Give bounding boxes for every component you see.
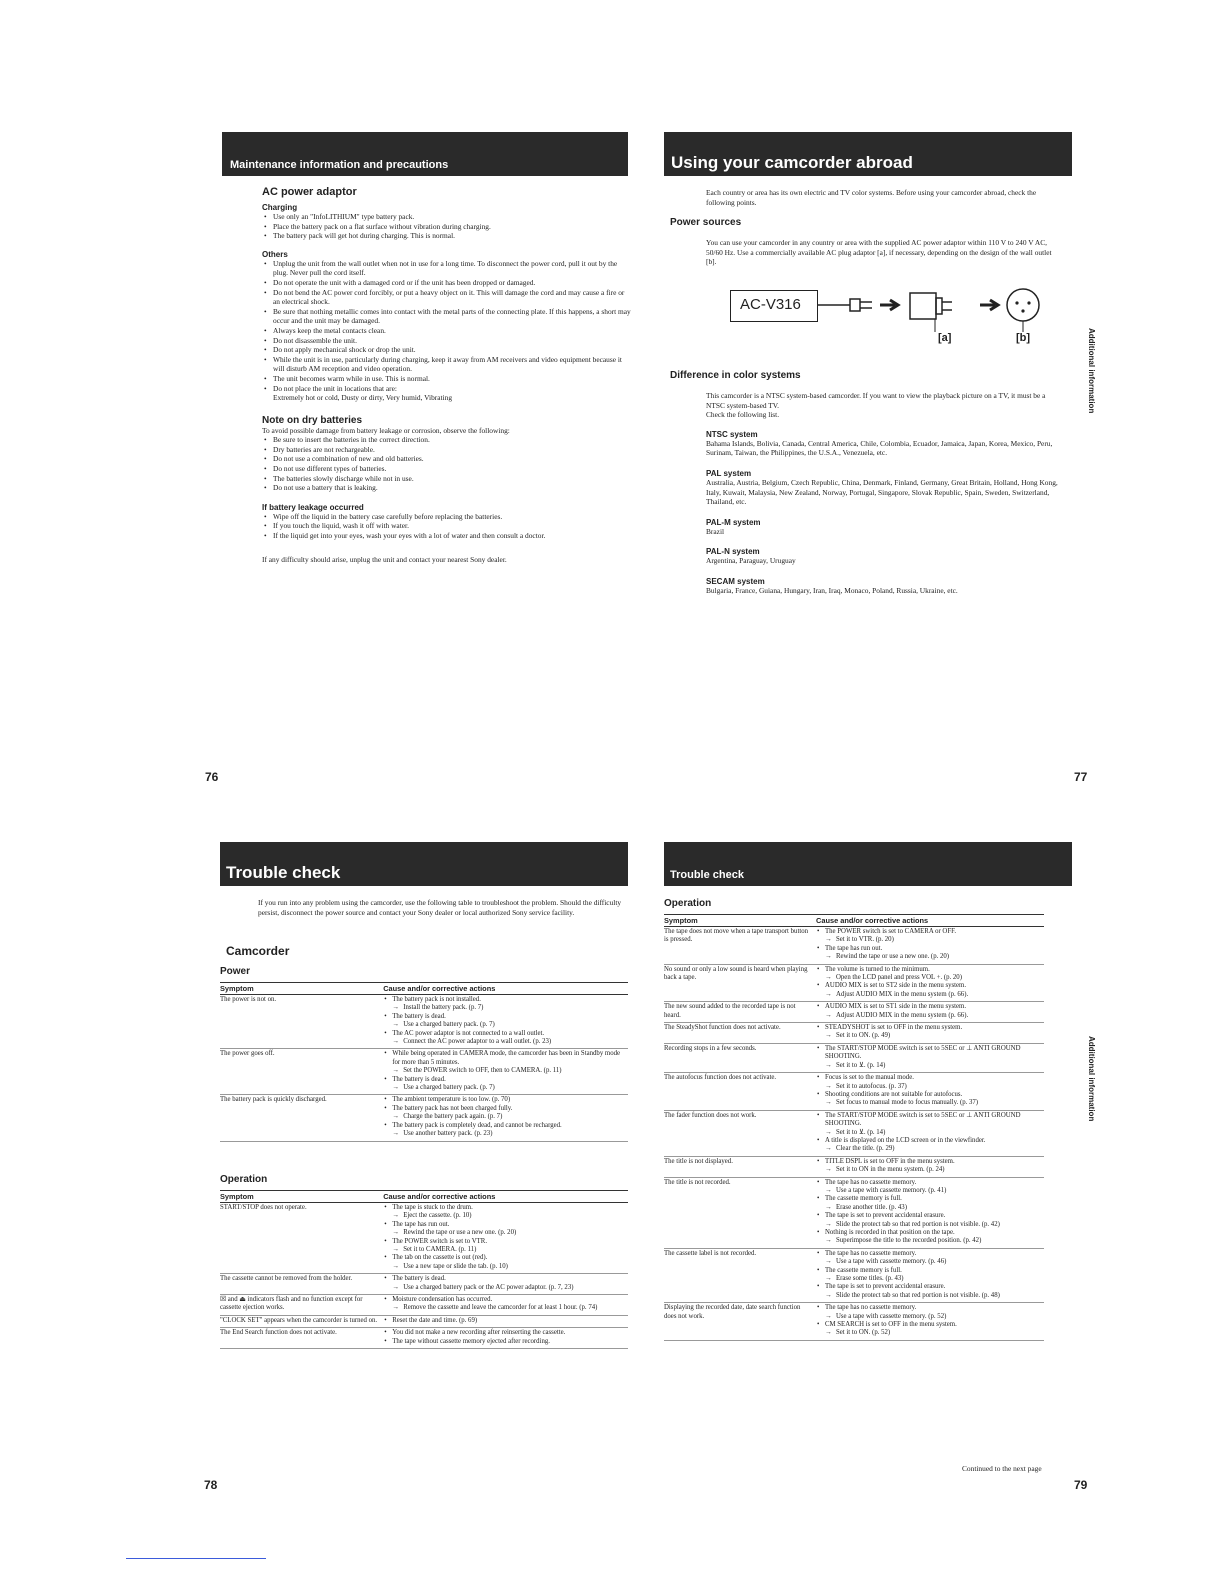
col-cause: Cause and/or corrective actions bbox=[383, 1191, 628, 1203]
footer-line bbox=[126, 1558, 266, 1559]
list-item: • Unplug the unit from the wall outlet when not in use for a long time. To disconnect the power cord, pull it out by the plug. Never pull the cord itself. bbox=[262, 259, 632, 278]
page-number-77: 77 bbox=[1074, 770, 1088, 784]
table-row bbox=[664, 1073, 1044, 1111]
table-row bbox=[220, 1328, 628, 1349]
fix-item: → Adjust AUDIO MIX in the menu system (p. 66). bbox=[816, 991, 1044, 999]
list-item: • Do not place the unit in locations that are: bbox=[262, 384, 632, 394]
cause-item: • While being operated in CAMERA mode, the camcorder has been in Standby mode for more than 5 minutes. bbox=[383, 1050, 628, 1067]
page77-banner-title: Using your camcorder abroad bbox=[671, 153, 913, 172]
page76-body bbox=[262, 186, 632, 564]
cause-cell bbox=[383, 1049, 628, 1095]
cause-item: • Shooting conditions are not suitable for autofocus. bbox=[816, 1091, 1044, 1099]
fix-item: → Open the LCD panel and press VOL +. (p. 20) bbox=[816, 974, 1044, 982]
system-entry bbox=[706, 518, 1060, 537]
operation-table bbox=[220, 1190, 628, 1349]
table-row bbox=[220, 1274, 628, 1295]
table-row bbox=[664, 1110, 1044, 1156]
cause-item: • The battery is dead. bbox=[383, 1275, 628, 1283]
symptom-cell: The cassette label is not recorded. bbox=[664, 1248, 816, 1302]
cause-item: • AUDIO MIX is set to ST1 side in the menu system. bbox=[816, 1003, 1044, 1011]
symptom-cell: The title is not displayed. bbox=[664, 1156, 816, 1177]
system-countries: Argentina, Paraguay, Uruguay bbox=[706, 556, 796, 566]
col-cause: Cause and/or corrective actions bbox=[816, 915, 1044, 927]
power-table bbox=[220, 982, 628, 1142]
system-countries: Bahama Islands, Bolivia, Canada, Central America, Chile, Colombia, Ecuador, Jamaica, Japan, Korea, Mexico, Peru, Surinam, Taiwan, the Philippines, the U.S.A., Venezuela, etc. bbox=[706, 438, 1053, 458]
system-countries: Australia, Austria, Belgium, Czech Republic, China, Denmark, Finland, Germany, Great Britain, Holland, Hong Kong, Italy, Kuwait, Malaysia, New Zealand, Norway, Portugal, Singapore, Slovak Republic, Spain, Sweden, Switzerland, Thailand, etc. bbox=[706, 477, 1058, 507]
side-tab-79: Additional information bbox=[1087, 1036, 1096, 1122]
plug-diagram-icon bbox=[730, 288, 1050, 348]
cause-item: • The tape has no cassette memory. bbox=[816, 1250, 1044, 1258]
list-item: • The battery pack will get hot during charging. This is normal. bbox=[262, 231, 632, 241]
adaptor-model-label: AC-V316 bbox=[740, 296, 801, 313]
cause-item: • The ambient temperature is too low. (p. 70) bbox=[383, 1096, 628, 1104]
cause-cell bbox=[816, 1043, 1044, 1072]
fix-item: → Set it to ⊻. (p. 14) bbox=[816, 1062, 1044, 1070]
others-list bbox=[262, 259, 632, 393]
cause-cell bbox=[816, 964, 1044, 1002]
fix-item: → Slide the protect tab so that red portion is not visible. (p. 42) bbox=[816, 1221, 1044, 1229]
color-systems-text: This camcorder is a NTSC system-based camcorder. If you want to view the playback picture on a TV, it must be a NTSC system-based TV. bbox=[706, 391, 1046, 410]
page76-banner-title: Maintenance information and precautions bbox=[230, 159, 449, 171]
symptom-cell: The power is not on. bbox=[220, 995, 383, 1049]
fix-item: → Set the POWER switch to OFF, then to CAMERA. (p. 11) bbox=[383, 1067, 628, 1075]
adaptor-illustration bbox=[730, 288, 1050, 348]
label-b: [b] bbox=[1016, 332, 1031, 344]
list-item: • Do not use different types of batteries. bbox=[262, 464, 632, 474]
system-entry bbox=[706, 469, 1060, 507]
fix-item: → Use a tape with cassette memory. (p. 52) bbox=[816, 1313, 1044, 1321]
col-symptom: Symptom bbox=[220, 983, 383, 995]
abroad-intro: Each country or area has its own electric and TV color systems. Before using your camcorder abroad, check the following points. bbox=[706, 188, 1037, 207]
cause-cell bbox=[816, 1110, 1044, 1156]
symptom-cell: The new sound added to the recorded tape is not heard. bbox=[664, 1002, 816, 1023]
page-number-79: 79 bbox=[1074, 1478, 1088, 1492]
symptom-cell: The cassette cannot be removed from the holder. bbox=[220, 1274, 383, 1295]
table-row bbox=[220, 995, 628, 1049]
cause-item: • The volume is turned to the minimum. bbox=[816, 966, 1044, 974]
cause-cell bbox=[816, 1177, 1044, 1248]
cause-item: • A title is displayed on the LCD screen or in the viewfinder. bbox=[816, 1137, 1044, 1145]
cause-cell bbox=[383, 995, 628, 1049]
list-item: • Do not apply mechanical shock or drop the unit. bbox=[262, 345, 632, 355]
fix-item: → Use a new tape or slide the tab. (p. 10) bbox=[383, 1263, 628, 1271]
cause-item: • The battery pack has not been charged fully. bbox=[383, 1105, 628, 1113]
table-row bbox=[664, 1303, 1044, 1341]
fix-item: → Set it to autofocus. (p. 37) bbox=[816, 1083, 1044, 1091]
leakage-heading: If battery leakage occurred bbox=[262, 502, 364, 512]
page79-banner bbox=[664, 842, 1072, 886]
cause-cell bbox=[383, 1203, 628, 1274]
fix-item: → Set it to VTR. (p. 20) bbox=[816, 936, 1044, 944]
cause-cell bbox=[816, 1248, 1044, 1302]
cause-item: • The battery pack is completely dead, and cannot be recharged. bbox=[383, 1122, 628, 1130]
table-row bbox=[664, 1023, 1044, 1044]
fix-item: → Eject the cassette. (p. 10) bbox=[383, 1212, 628, 1220]
trouble-intro: If you run into any problem using the camcorder, use the following table to troubleshoot the problem. Should the difficulty persist, disconnect the power source and contact your Sony dealer or local authorized Sony service facility. bbox=[258, 898, 622, 917]
list-item: • Be sure to insert the batteries in the correct direction. bbox=[262, 435, 632, 445]
p79-operation-heading: Operation bbox=[664, 898, 712, 909]
system-entry bbox=[706, 547, 1060, 566]
fix-item: → Superimpose the title to the recorded position. (p. 42) bbox=[816, 1237, 1044, 1245]
list-item: • Do not disassemble the unit. bbox=[262, 336, 632, 346]
cause-item: • Nothing is recorded in that position on the tape. bbox=[816, 1229, 1044, 1237]
fix-item: → Use another battery pack. (p. 23) bbox=[383, 1130, 628, 1138]
fix-item: → Rewind the tape or use a new one. (p. 20) bbox=[383, 1229, 628, 1237]
system-name: PAL-N system bbox=[706, 547, 760, 557]
list-item: • Place the battery pack on a flat surface without vibration during charging. bbox=[262, 222, 632, 232]
symptom-cell: The fader function does not work. bbox=[664, 1110, 816, 1156]
color-systems-section bbox=[670, 370, 1060, 596]
symptom-cell: The autofocus function does not activate. bbox=[664, 1073, 816, 1111]
system-entry bbox=[706, 577, 1060, 596]
cause-item: • Reset the date and time. (p. 69) bbox=[383, 1317, 628, 1325]
cause-item: • You did not make a new recording after reinserting the cassette. bbox=[383, 1329, 628, 1337]
cause-item: • The tape is set to prevent accidental erasure. bbox=[816, 1283, 1044, 1291]
col-symptom: Symptom bbox=[664, 915, 816, 927]
continued-note: Continued to the next page bbox=[962, 1464, 1042, 1473]
list-item: • Always keep the metal contacts clean. bbox=[262, 326, 632, 336]
symptom-cell: ☒ and ⏏ indicators flash and no function except for cassette ejection works. bbox=[220, 1295, 383, 1316]
table-row bbox=[220, 1203, 628, 1274]
table-row bbox=[664, 1177, 1044, 1248]
system-name: SECAM system bbox=[706, 576, 765, 586]
list-item: • Do not use a combination of new and old batteries. bbox=[262, 454, 632, 464]
cause-item: • The tape is stuck to the drum. bbox=[383, 1204, 628, 1212]
fix-item: → Erase another title. (p. 43) bbox=[816, 1204, 1044, 1212]
fix-item: → Set it to ON. (p. 49) bbox=[816, 1032, 1044, 1040]
cause-item: • The cassette memory is full. bbox=[816, 1267, 1044, 1275]
color-systems-body bbox=[670, 391, 1060, 596]
symptom-cell: No sound or only a low sound is heard when playing back a tape. bbox=[664, 964, 816, 1002]
symptom-cell: The battery pack is quickly discharged. bbox=[220, 1095, 383, 1141]
page77-body bbox=[670, 188, 1060, 267]
list-item: • If you touch the liquid, wash it off with water. bbox=[262, 521, 632, 531]
list-item: • If the liquid get into your eyes, wash your eyes with a lot of water and then consult a doctor. bbox=[262, 531, 632, 541]
cause-item: • The cassette memory is full. bbox=[816, 1195, 1044, 1203]
leakage-list bbox=[262, 512, 632, 541]
fix-item: → Charge the battery pack again. (p. 7) bbox=[383, 1113, 628, 1121]
ac-adaptor-heading: AC power adaptor bbox=[262, 186, 357, 198]
cause-cell bbox=[383, 1095, 628, 1141]
symptom-cell: The End Search function does not activate. bbox=[220, 1328, 383, 1349]
power-heading: Power bbox=[220, 966, 251, 977]
page77-banner bbox=[664, 132, 1072, 176]
system-name: PAL-M system bbox=[706, 517, 761, 527]
cause-cell bbox=[816, 1002, 1044, 1023]
cause-item: • The tape has no cassette memory. bbox=[816, 1304, 1044, 1312]
cause-item: • The tape has run out. bbox=[816, 945, 1044, 953]
cause-item: • STEADYSHOT is set to OFF in the menu system. bbox=[816, 1024, 1044, 1032]
list-item: • Do not bend the AC power cord forcibly, or put a heavy object on it. This will damage the cord and may cause a fire or an electrical shock. bbox=[262, 288, 632, 307]
table-row bbox=[664, 964, 1044, 1002]
cause-item: • The START/STOP MODE switch is set to 5SEC or ⊥ ANTI GROUND SHOOTING. bbox=[816, 1045, 1044, 1062]
fix-item: → Slide the protect tab so that red portion is not visible. (p. 48) bbox=[816, 1292, 1044, 1300]
cause-item: • Focus is set to the manual mode. bbox=[816, 1074, 1044, 1082]
col-cause: Cause and/or corrective actions bbox=[383, 983, 628, 995]
fix-item: → Set it to ON in the menu system. (p. 24) bbox=[816, 1166, 1044, 1174]
list-item: • Do not use a battery that is leaking. bbox=[262, 483, 632, 493]
table-row bbox=[220, 1049, 628, 1095]
side-tab-77: Additional information bbox=[1087, 328, 1096, 414]
operation-heading: Operation bbox=[220, 1174, 268, 1185]
color-systems-heading: Difference in color systems bbox=[670, 370, 801, 381]
dry-batteries-list bbox=[262, 435, 632, 493]
cause-cell bbox=[816, 1156, 1044, 1177]
list-item: • Use only an "InfoLITHIUM" type battery pack. bbox=[262, 212, 632, 222]
list-item: • Be sure that nothing metallic comes into contact with the metal parts of the connecting plate. If this happens, a short may occur and the unit may be damaged. bbox=[262, 307, 632, 326]
fix-item: → Adjust AUDIO MIX in the menu system (p. 66). bbox=[816, 1012, 1044, 1020]
table-row bbox=[220, 1315, 628, 1327]
cause-item: • TITLE DSPL is set to OFF in the menu system. bbox=[816, 1158, 1044, 1166]
others-heading: Others bbox=[262, 249, 288, 259]
col-symptom: Symptom bbox=[220, 1191, 383, 1203]
cause-cell bbox=[816, 1073, 1044, 1111]
cause-cell bbox=[816, 1023, 1044, 1044]
closing-note: If any difficulty should arise, unplug the unit and contact your nearest Sony dealer. bbox=[262, 554, 507, 564]
page78-banner-title: Trouble check bbox=[226, 863, 341, 882]
fix-item: → Use a tape with cassette memory. (p. 46) bbox=[816, 1258, 1044, 1266]
power-sources-text: You can use your camcorder in any country or area with the supplied AC power adaptor within 110 V to 240 V AC, 50/60 Hz. Use a commercially available AC plug adaptor [a], if necessary, depending on the design of the wall outlet [b]. bbox=[706, 238, 1052, 267]
table-row bbox=[220, 1295, 628, 1316]
others-locations: Extremely hot or cold, Dusty or dirty, Very humid, Vibrating bbox=[273, 393, 453, 403]
cause-item: • The tape has run out. bbox=[383, 1221, 628, 1229]
system-entry bbox=[706, 430, 1060, 458]
camcorder-heading: Camcorder bbox=[226, 944, 290, 958]
table-row bbox=[664, 927, 1044, 965]
system-name: PAL system bbox=[706, 468, 752, 478]
cause-item: • The tape is set to prevent accidental erasure. bbox=[816, 1212, 1044, 1220]
cause-item: • The battery is dead. bbox=[383, 1076, 628, 1084]
fix-item: → Use a charged battery pack. (p. 7) bbox=[383, 1084, 628, 1092]
fix-item: → Use a tape with cassette memory. (p. 41) bbox=[816, 1187, 1044, 1195]
list-item: • The unit becomes warm while in use. This is normal. bbox=[262, 374, 632, 384]
cause-item: • CM SEARCH is set to OFF in the menu system. bbox=[816, 1321, 1044, 1329]
label-a: [a] bbox=[938, 332, 952, 344]
cause-cell bbox=[383, 1274, 628, 1295]
symptom-cell: The SteadyShot function does not activate. bbox=[664, 1023, 816, 1044]
symptom-cell: The power goes off. bbox=[220, 1049, 383, 1095]
symptom-cell: Displaying the recorded date, date search function does not work. bbox=[664, 1303, 816, 1341]
page-number-76: 76 bbox=[205, 770, 219, 784]
charging-list bbox=[262, 212, 632, 241]
cause-item: • The START/STOP MODE switch is set to 5SEC or ⊥ ANTI GROUND SHOOTING. bbox=[816, 1112, 1044, 1129]
fix-item: → Use a charged battery pack or the AC power adaptor. (p. 7, 23) bbox=[383, 1284, 628, 1292]
p79-table bbox=[664, 914, 1044, 1341]
fix-item: → Set it to CAMERA. (p. 11) bbox=[383, 1246, 628, 1254]
page78-banner bbox=[220, 842, 628, 886]
cause-item: • The POWER switch is set to CAMERA or OFF. bbox=[816, 928, 1044, 936]
cause-cell bbox=[816, 927, 1044, 965]
cause-cell bbox=[383, 1328, 628, 1349]
table-row bbox=[664, 1248, 1044, 1302]
fix-item: → Set it to ⊻. (p. 14) bbox=[816, 1129, 1044, 1137]
list-item: • While the unit is in use, particularly during charging, keep it away from AM receivers and video equipment because it will disturb AM reception and video operation. bbox=[262, 355, 632, 374]
cause-cell bbox=[816, 1303, 1044, 1341]
cause-item: • The tape has no cassette memory. bbox=[816, 1179, 1044, 1187]
symptom-cell: The title is not recorded. bbox=[664, 1177, 816, 1248]
list-item: • The batteries slowly discharge while not in use. bbox=[262, 474, 632, 484]
page79-banner-title: Trouble check bbox=[670, 869, 744, 881]
symptom-cell: Recording stops in a few seconds. bbox=[664, 1043, 816, 1072]
dry-batteries-intro: To avoid possible damage from battery leakage or corrosion, observe the following: bbox=[262, 425, 510, 435]
fix-item: → Remove the cassette and leave the camcorder for at least 1 hour. (p. 74) bbox=[383, 1304, 628, 1312]
table-row bbox=[664, 1156, 1044, 1177]
fix-item: → Erase some titles. (p. 43) bbox=[816, 1275, 1044, 1283]
cause-item: • The tape without cassette memory ejected after recording. bbox=[383, 1338, 628, 1346]
table-row bbox=[664, 1043, 1044, 1072]
symptom-cell: The tape does not move when a tape transport button is pressed. bbox=[664, 927, 816, 965]
system-countries: Brazil bbox=[706, 526, 725, 536]
symptom-cell: START/STOP does not operate. bbox=[220, 1203, 383, 1274]
fix-item: → Set it to ON. (p. 52) bbox=[816, 1329, 1044, 1337]
list-item: • Do not operate the unit with a damaged cord or if the unit has been dropped or damaged. bbox=[262, 278, 632, 288]
table-row bbox=[220, 1095, 628, 1141]
dry-batteries-heading: Note on dry batteries bbox=[262, 414, 363, 426]
fix-item: → Clear the title. (p. 29) bbox=[816, 1145, 1044, 1153]
fix-item: → Rewind the tape or use a new one. (p. 20) bbox=[816, 953, 1044, 961]
color-systems-check: Check the following list. bbox=[706, 410, 780, 420]
page-number-78: 78 bbox=[204, 1478, 218, 1492]
fix-item: → Use a charged battery pack. (p. 7) bbox=[383, 1021, 628, 1029]
cause-item: • The POWER switch is set to VTR. bbox=[383, 1238, 628, 1246]
list-item: • Wipe off the liquid in the battery case carefully before replacing the batteries. bbox=[262, 512, 632, 522]
cause-cell bbox=[383, 1295, 628, 1316]
list-item: • Dry batteries are not rechargeable. bbox=[262, 445, 632, 455]
cause-cell bbox=[383, 1315, 628, 1327]
fix-item: → Install the battery pack. (p. 7) bbox=[383, 1004, 628, 1012]
table-row bbox=[664, 1002, 1044, 1023]
system-name: NTSC system bbox=[706, 429, 758, 439]
cause-item: • The battery is dead. bbox=[383, 1013, 628, 1021]
cause-item: • The battery pack is not installed. bbox=[383, 996, 628, 1004]
cause-item: • The AC power adaptor is not connected to a wall outlet. bbox=[383, 1030, 628, 1038]
charging-heading: Charging bbox=[262, 203, 298, 212]
cause-item: • Moisture condensation has occurred. bbox=[383, 1296, 628, 1304]
cause-item: • AUDIO MIX is set to ST2 side in the menu system. bbox=[816, 982, 1044, 990]
page76-banner bbox=[222, 132, 628, 176]
system-countries: Bulgaria, France, Guiana, Hungary, Iran, Iraq, Monaco, Poland, Russia, Ukraine, etc. bbox=[706, 585, 958, 595]
cause-item: • The tab on the cassette is out (red). bbox=[383, 1254, 628, 1262]
power-sources-heading: Power sources bbox=[670, 217, 742, 229]
symptom-cell: "CLOCK SET" appears when the camcorder is turned on. bbox=[220, 1315, 383, 1327]
fix-item: → Set focus to manual mode to focus manually. (p. 37) bbox=[816, 1099, 1044, 1107]
fix-item: → Connect the AC power adaptor to a wall outlet. (p. 23) bbox=[383, 1038, 628, 1046]
